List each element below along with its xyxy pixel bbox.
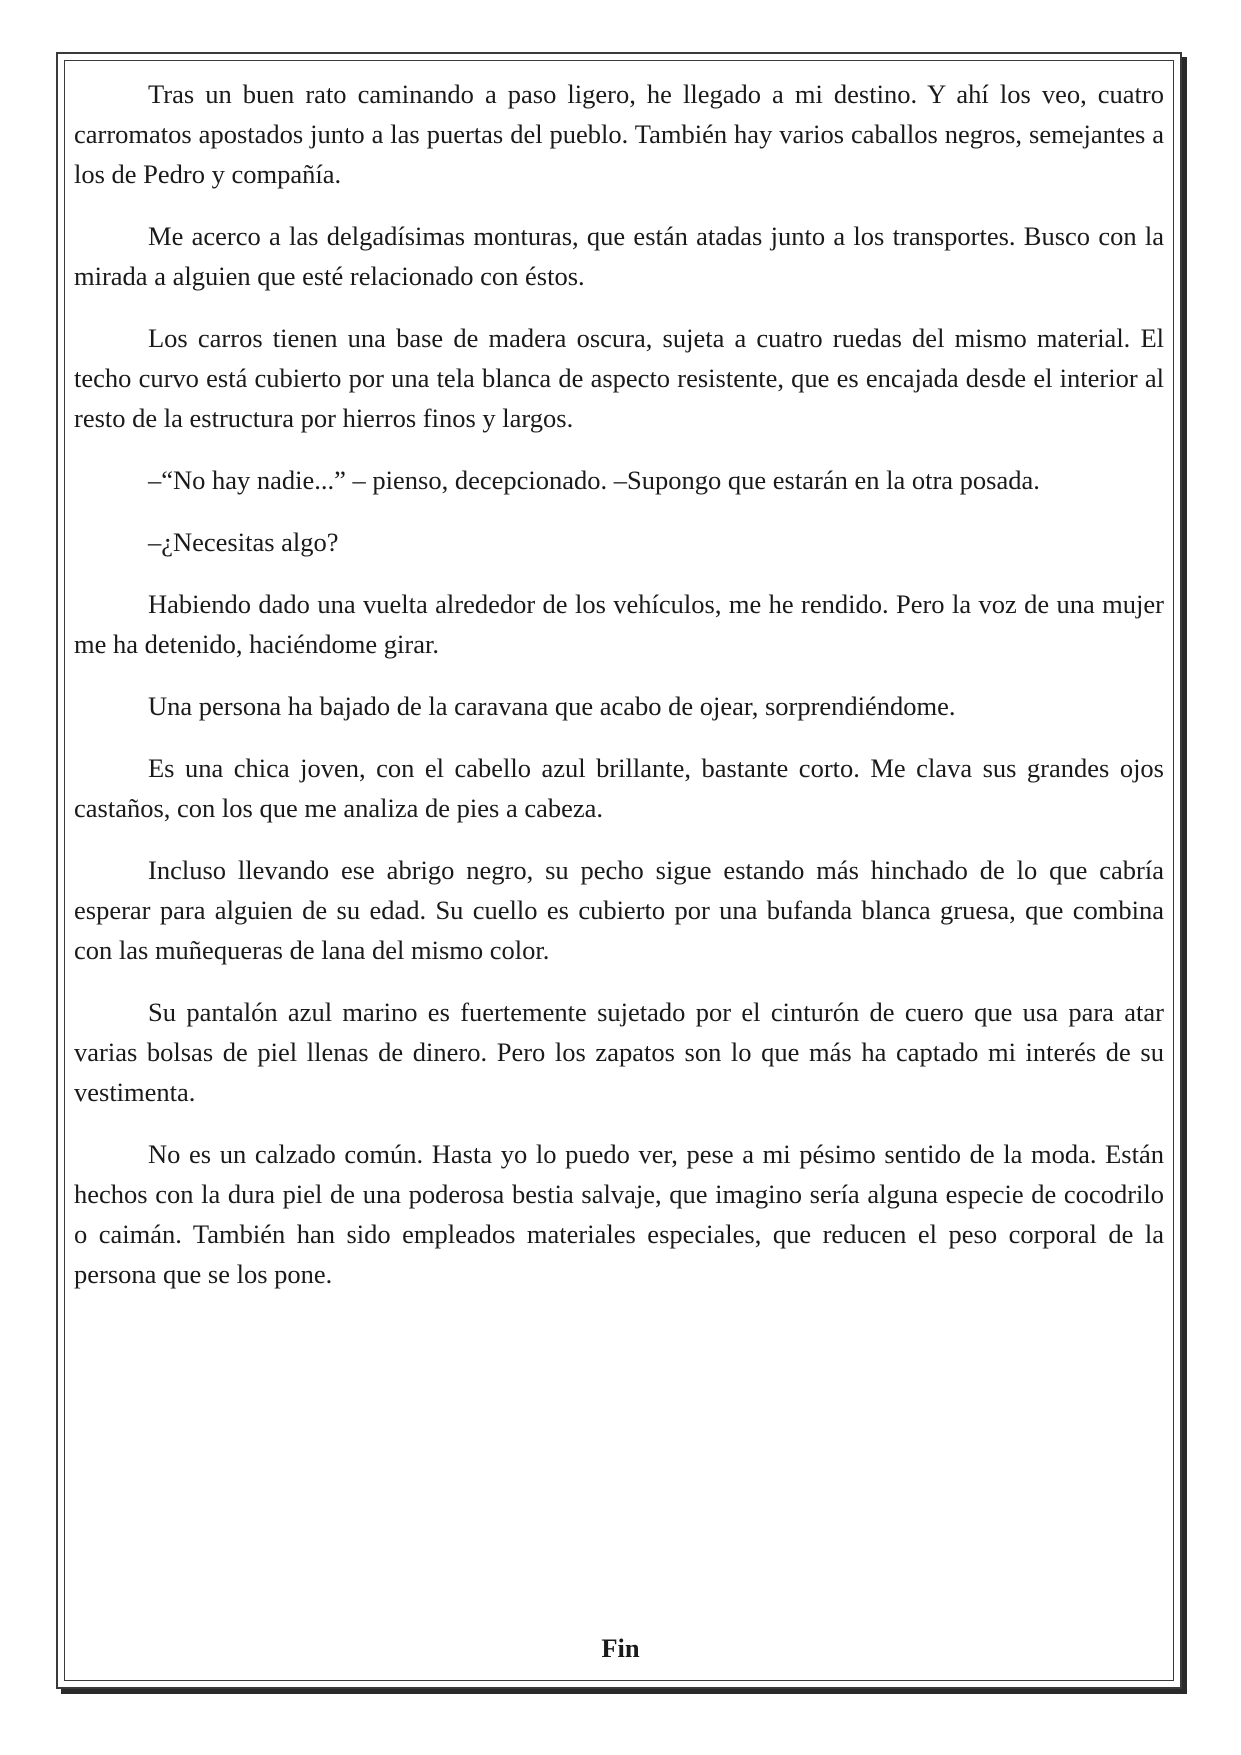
- paragraph: Me acerco a las delgadísimas monturas, que están atadas junto a los transportes. Busco con la mirada a alguien que esté relacionado con éstos.: [74, 221, 1164, 291]
- end-label: Fin: [601, 1633, 640, 1663]
- paragraph: Los carros tienen una base de madera oscura, sujeta a cuatro ruedas del mismo material. El techo curvo está cubierto por una tela blanca de aspecto resistente, que es encajada desde el interior al resto de la estructura por hierros finos y largos.: [74, 323, 1164, 433]
- paragraph: –“No hay nadie...” – pienso, decepcionado. –Supongo que estarán en la otra posada.: [148, 465, 1040, 495]
- document-body: [74, 74, 1164, 1316]
- paragraph: Incluso llevando ese abrigo negro, su pecho sigue estando más hinchado de lo que cabría esperar para alguien de su edad. Su cuello es cubierto por una bufanda blanca gruesa, que combina con las muñequeras de lana del mismo color.: [74, 855, 1164, 965]
- paragraph: Es una chica joven, con el cabello azul brillante, bastante corto. Me clava sus grandes ojos castaños, con los que me analiza de pies a cabeza.: [74, 753, 1164, 823]
- paragraph: Su pantalón azul marino es fuertemente sujetado por el cinturón de cuero que usa para atar varias bolsas de piel llenas de dinero. Pero los zapatos son lo que más ha captado mi interés de su vestimenta.: [74, 997, 1164, 1107]
- paragraph: –¿Necesitas algo?: [148, 527, 339, 557]
- paragraph: Una persona ha bajado de la caravana que acabo de ojear, sorprendiéndome.: [148, 691, 956, 721]
- paragraph: Tras un buen rato caminando a paso ligero, he llegado a mi destino. Y ahí los veo, cuatro carromatos apostados junto a las puertas del pueblo. También hay varios caballos negros, semejantes a los de Pedro y compañía.: [74, 79, 1164, 189]
- paragraph: Habiendo dado una vuelta alrededor de los vehículos, me he rendido. Pero la voz de una mujer me ha detenido, haciéndome girar.: [74, 589, 1164, 659]
- paragraph: No es un calzado común. Hasta yo lo puedo ver, pese a mi pésimo sentido de la moda. Están hechos con la dura piel de una poderosa bestia salvaje, que imagino sería alguna especie de cocodrilo o caimán. También han sido empleados materiales especiales, que reducen el peso corporal de la persona que se los pone.: [74, 1139, 1164, 1289]
